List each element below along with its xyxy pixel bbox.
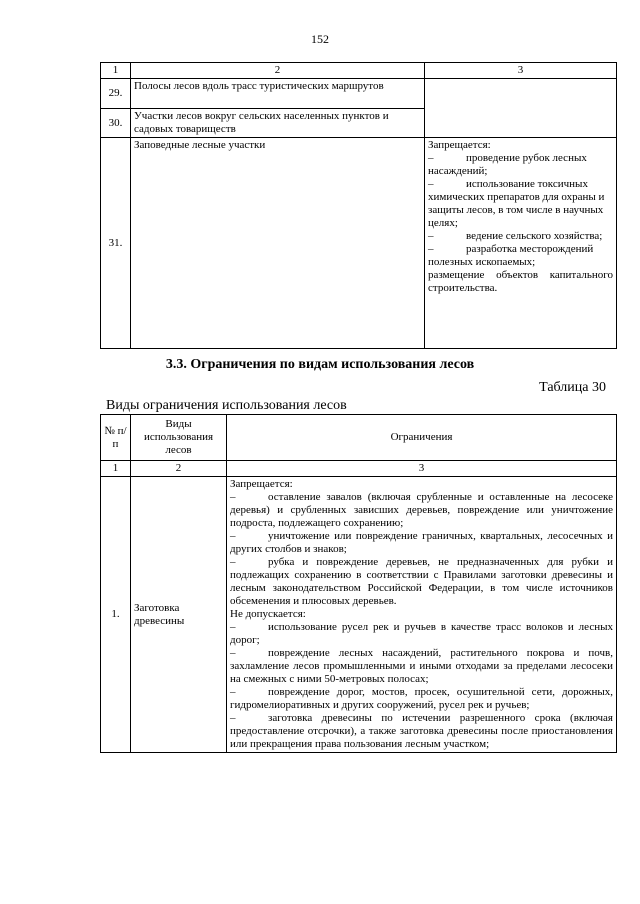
header-num: № п/п [101,415,131,461]
restriction-item: – ведение сельского хозяйства; [428,230,603,242]
zone-name: Полосы лесов вдоль трасс туристических маршрутов [131,79,425,109]
prohibited-intro: Запрещается: [230,478,293,490]
restriction-item: – заготовка древесины по истечении разрешенного срока (включая предоставление отсрочки), а также заготовка древесины после приостановления или прекращения права пользования лесным участком; [230,712,613,750]
header-cell: 3 [425,63,617,79]
section-title: 3.3. Ограничения по видам использования лесов [165,357,475,372]
table-row [101,477,617,753]
table-header-row [101,63,617,79]
table-row [101,79,617,109]
restriction-item: – оставление завалов (включая срубленные и оставленные на лесосеке деревья) и срубленных зависших деревьев, повреждение или уничтожение подроста, подлежащего сохранению; [230,491,613,529]
restriction-item: – повреждение дорог, мостов, просек, осушительной сети, дорожных, гидромелиоративных и других сооружений, русел рек и ручьев; [230,686,613,711]
forest-zones-table [100,62,617,349]
header-cell: 1 [101,63,131,79]
usage-kind: Заготовка древесины [131,477,227,753]
table-header-row [101,415,617,461]
restriction-item: – проведение рубок лесных насаждений; [428,152,587,177]
row-number: 30. [101,109,131,138]
page-number: 152 [311,32,329,46]
column-number: 1 [101,461,131,477]
restriction-item: – рубка и повреждение деревьев, не предназначенных для рубки и подлежащих сохранению в соответствии с Правилами заготовки древесины и лесным законодательством Российской Федерации, в том числе источников обсеменения и плюсовых деревьев. [230,556,613,607]
table-label: Таблица 30 [539,380,606,395]
restriction-item: – повреждение лесных насаждений, растительного покрова и почв, захламление лесов промышленными и иными отходами за пределами лесосеки на смежных с ними 50-метровых полосах; [230,647,613,685]
restriction-tail: размещение объектов капитального строительства. [428,269,613,294]
restrictions-cell [425,138,617,349]
not-allowed-intro: Не допускается: [230,608,306,620]
restriction-item: – уничтожение или повреждение граничных, квартальных, лесосечных и других столбов и знаков; [230,530,613,555]
restrictions-cell [227,477,617,753]
restriction-item: – использование токсичных химических препаратов для охраны и защиты лесов, в том числе в научных целях; [428,178,605,229]
header-cell: 2 [131,63,425,79]
row-number: 29. [101,79,131,109]
restrictions-intro: Запрещается: [428,139,491,151]
table-row [101,138,617,349]
column-number: 3 [227,461,617,477]
restriction-item: – разработка месторождений полезных ископаемых; [428,243,594,268]
header-kind: Виды использования лесов [131,415,227,461]
row-number: 31. [101,138,131,349]
row-number: 1. [101,477,131,753]
header-restrictions: Ограничения [227,415,617,461]
empty-restrictions-cell [425,79,617,138]
zone-name: Участки лесов вокруг сельских населенных пунктов и садовых товариществ [131,109,425,138]
column-numbers-row [101,461,617,477]
table-caption: Виды ограничения использования лесов [106,398,347,413]
usage-restrictions-table [100,414,617,753]
column-number: 2 [131,461,227,477]
zone-name: Заповедные лесные участки [131,138,425,349]
restriction-item: – использование русел рек и ручьев в качестве трасс волоков и лесных дорог; [230,621,613,646]
